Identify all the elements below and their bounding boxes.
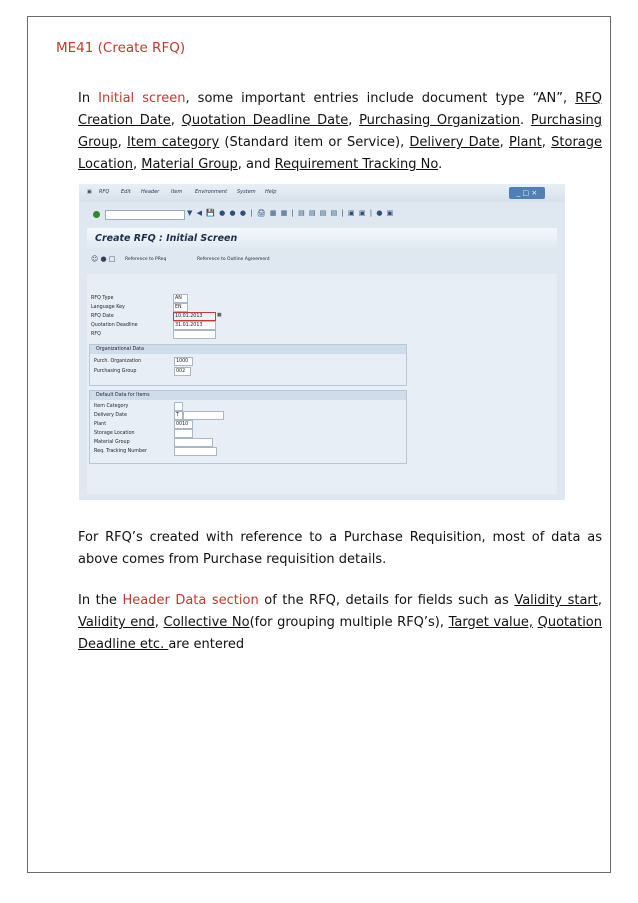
text-run: , and — [237, 157, 275, 172]
organizational-data-group — [89, 344, 407, 386]
text-run: In — [78, 91, 99, 106]
default-data-title: Default Data for Items — [90, 391, 406, 400]
menu-system[interactable]: System — [237, 189, 256, 195]
text-run: , — [154, 615, 164, 630]
menu-item[interactable]: Item — [171, 189, 183, 195]
validity-start-term: Validity start — [514, 593, 598, 608]
material-group-label: Material Group — [94, 440, 130, 445]
text-run: of the RFQ, details for fields such as — [258, 593, 515, 608]
language-key-label: Language Key — [91, 305, 125, 310]
purch-group-label: Purchasing Group — [94, 369, 137, 374]
req-tracking-label: Req. Tracking Number — [94, 449, 147, 454]
purch-org-field[interactable]: 1000 — [174, 357, 193, 366]
quotation-deadline-etc-term: Quotation Deadline etc. — [78, 615, 602, 652]
text-run: , — [170, 113, 182, 128]
menu-rfq[interactable]: RFQ — [99, 189, 110, 195]
text-run: . — [438, 157, 443, 172]
application-toolbar — [87, 254, 557, 268]
menu-edit[interactable]: Edit — [121, 189, 131, 195]
reference-to-preq-button[interactable]: Reference to PReq — [125, 257, 167, 262]
text-run: In the — [78, 593, 123, 608]
material-group-term: Material Group — [141, 157, 238, 172]
calendar-icon[interactable]: ▦ — [217, 313, 222, 318]
sap-standard-toolbar — [79, 208, 565, 222]
rfq-date-label: RFQ Date — [91, 314, 114, 319]
delivery-date-term: Delivery Date — [409, 135, 500, 150]
text-run: are entered — [168, 637, 245, 652]
text-run: , — [597, 593, 602, 608]
target-value-term: Target value, — [448, 615, 534, 630]
req-tracking-field[interactable] — [174, 447, 217, 456]
intro-paragraph — [78, 88, 602, 176]
purchasing-organization-term: Purchasing Organization — [359, 113, 521, 128]
delivery-date-field[interactable] — [183, 411, 224, 420]
requirement-tracking-no-term: Requirement Tracking No — [274, 157, 439, 172]
sap-menu-bar — [79, 184, 565, 202]
text-run: , — [348, 113, 360, 128]
text-run: , — [541, 135, 552, 150]
screen-title-bar — [87, 228, 557, 250]
validity-end-term: Validity end — [78, 615, 155, 630]
purch-org-label: Purch. Organization — [94, 359, 142, 364]
plant-term: Plant — [509, 135, 542, 150]
delivery-date-type-field[interactable]: T — [174, 411, 183, 420]
item-category-label: Item Category — [94, 404, 129, 409]
text-run: , — [499, 135, 510, 150]
collective-no-term: Collective No — [163, 615, 250, 630]
rfq-creation-date-term: RFQ Creation Date — [78, 91, 602, 128]
material-group-field[interactable] — [174, 438, 213, 447]
preq-paragraph: For RFQ’s created with reference to a Purchase Requisition, most of data as above comes from Purchase requisition details. — [78, 530, 602, 567]
menu-help[interactable]: Help — [265, 189, 277, 195]
text-run: , — [132, 157, 142, 172]
text-run: (for grouping multiple RFQ’s), — [249, 615, 449, 630]
menu-header[interactable]: Header — [141, 189, 160, 195]
item-category-field[interactable] — [174, 402, 183, 411]
initial-screen-form — [87, 274, 557, 494]
rfq-date-field[interactable]: 10.01.2013 — [173, 312, 216, 321]
quotation-deadline-label: Quotation Deadline — [91, 323, 138, 328]
page-heading: ME41 (Create RFQ) — [56, 40, 186, 56]
reference-to-outline-agreement-button[interactable]: Reference to Outline Agreement — [197, 257, 270, 262]
language-key-field[interactable]: EN — [173, 303, 188, 312]
sap-screenshot — [79, 184, 565, 500]
rfq-field[interactable] — [173, 330, 216, 339]
organizational-data-title: Organizational Data — [90, 345, 406, 354]
rfq-type-field[interactable]: AN — [173, 294, 188, 303]
storage-location-label: Storage Location — [94, 431, 135, 436]
header-data-section-term: Header Data section — [122, 593, 259, 608]
storage-location-field[interactable] — [174, 429, 193, 438]
delivery-date-label: Delivery Date — [94, 413, 127, 418]
purch-group-field[interactable]: 002 — [174, 367, 191, 376]
initial-screen-term: Initial screen — [98, 91, 186, 106]
rfq-label: RFQ — [91, 332, 101, 337]
default-data-for-items-group — [89, 390, 407, 464]
quotation-deadline-field[interactable]: 31.01.2013 — [173, 321, 216, 330]
text-run: , — [117, 135, 127, 150]
command-field[interactable] — [105, 210, 185, 220]
window-controls[interactable]: _ □ × — [509, 187, 545, 199]
toolbar-icons[interactable]: ▼ ◀ 💾 ● ● ● | 🖨 ▦ ▦ | ▤ ▤ ▤ ▤ | ▣ ▣ | ● ▣ — [187, 209, 395, 217]
enter-icon[interactable] — [93, 211, 100, 218]
sap-logo-icon: ▣ — [87, 189, 92, 195]
item-category-term: Item category — [126, 135, 220, 150]
plant-label: Plant — [94, 422, 107, 427]
text-run: (Standard item or Service), — [219, 135, 410, 150]
plant-field[interactable]: 0010 — [174, 420, 193, 429]
quotation-deadline-date-term: Quotation Deadline Date — [181, 113, 349, 128]
storage-location-term: Storage Location — [78, 135, 603, 172]
menu-environment[interactable]: Environment — [195, 189, 228, 195]
app-toolbar-icons[interactable]: ☺ ● □ — [91, 255, 116, 263]
rfq-type-label: RFQ Type — [91, 296, 114, 301]
screen-title: Create RFQ : Initial Screen — [95, 233, 238, 244]
text-run: , some important entries include document type “AN”, — [185, 91, 576, 106]
purchasing-group-term: Purchasing Group — [78, 113, 603, 150]
header-data-paragraph — [78, 590, 602, 656]
text-run: . — [520, 113, 531, 128]
